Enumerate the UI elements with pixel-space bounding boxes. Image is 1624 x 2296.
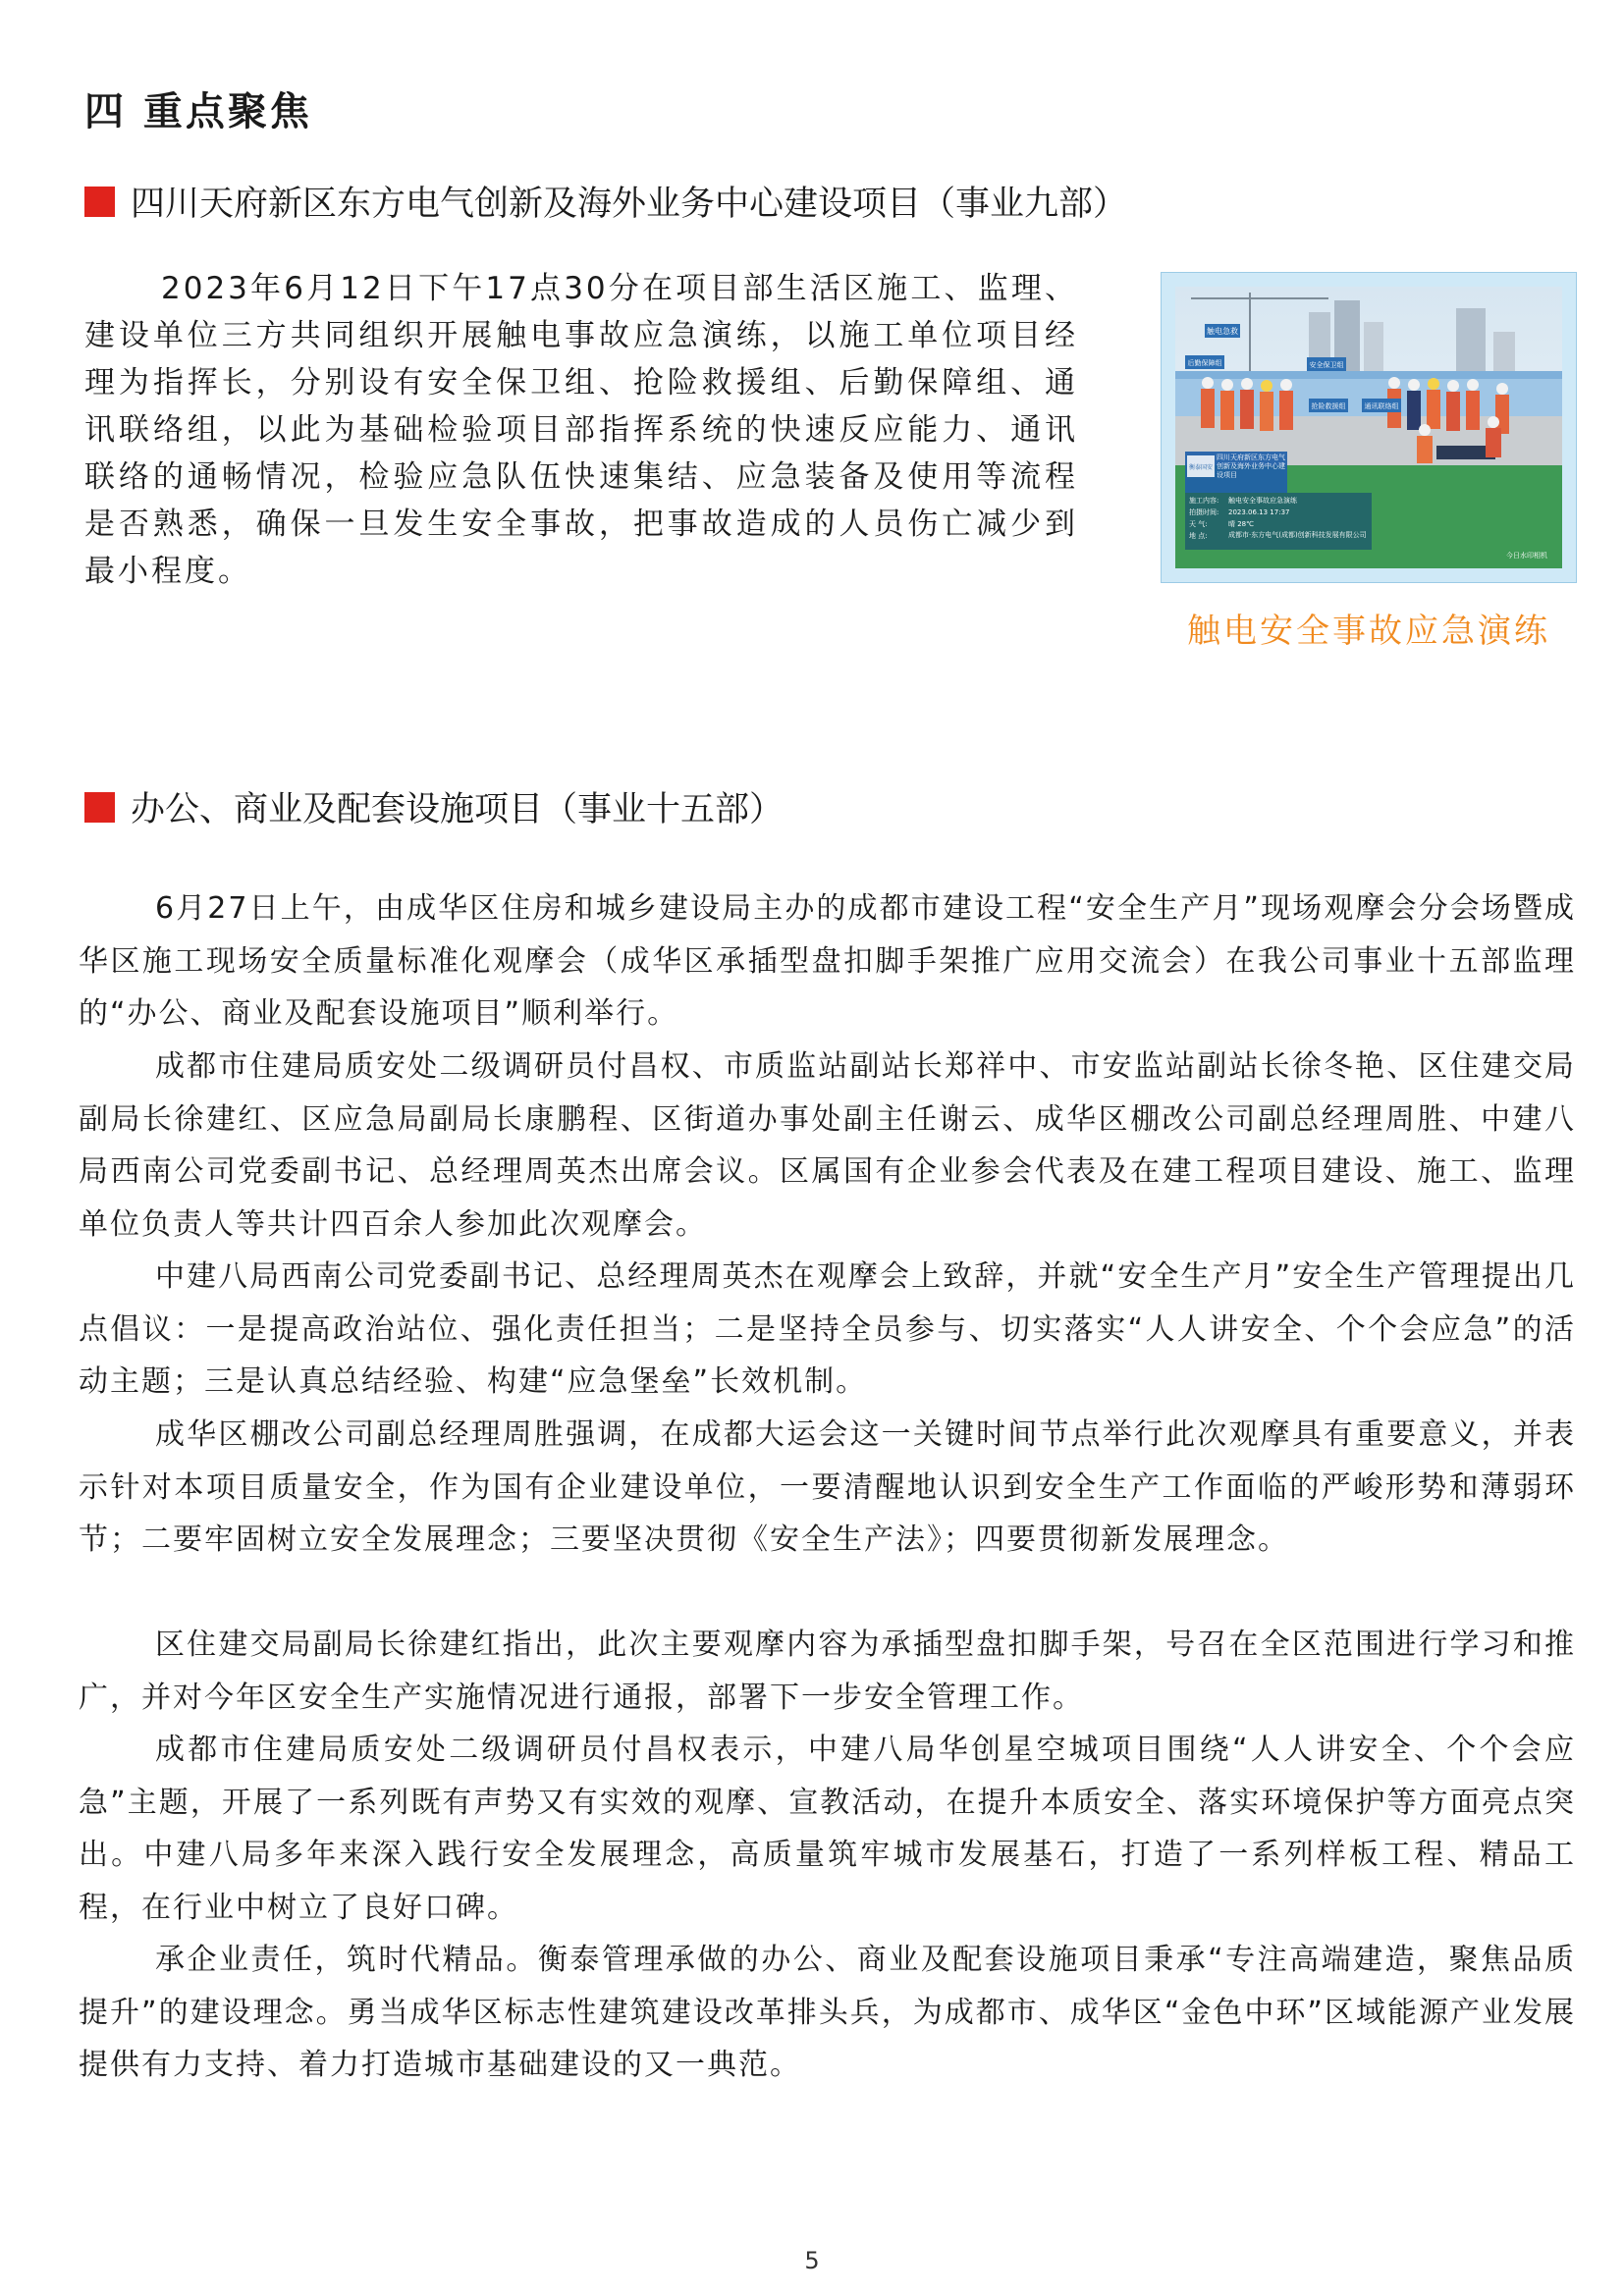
- bullet-square-icon: [84, 187, 115, 217]
- section-heading: 四 重点聚焦: [84, 89, 312, 134]
- article2-paragraph: 承企业责任，筑时代精品。衡泰管理承做的办公、商业及配套设施项目秉承“专注高端建造，聚焦品质提升”的建设理念。勇当成华区标志性建筑建设改革排头兵，为成都市、成华区“金色中环”区域能源产业发展提供有力支持、着力打造城市基础建设的又一典范。: [79, 1943, 1576, 2082]
- watermark-row-value: 2023.06.13 17:37: [1228, 508, 1290, 516]
- article2-heading: [84, 782, 784, 831]
- page-number: 5: [804, 2247, 820, 2274]
- article1-heading-text: 四川天府新区东方电气创新及海外业务中心建设项目（事业九部）: [131, 185, 1128, 224]
- watermark-row-value: 成都市·东方电气(成都)创新科技发展有限公司: [1228, 531, 1367, 539]
- sign-label: 触电急救: [1207, 327, 1238, 336]
- sign-label: 抢险救援组: [1311, 402, 1346, 410]
- watermark-logo: 衡泰国安: [1188, 464, 1214, 471]
- article2-paragraph: 成华区棚改公司副总经理周胜强调，在成都大运会这一关键时间节点举行此次观摩具有重要意义，并表示针对本项目质量安全，作为国有企业建设单位，一要清醒地认识到安全生产工作面临的严峻形势和薄弱环节；二要牢固树立安全发展理念；三要坚决贯彻《安全生产法》；四要贯彻新发展理念。: [79, 1417, 1576, 1557]
- watermark-row-label: 地 点:: [1189, 532, 1208, 540]
- photo-caption: 触电安全事故应急演练: [1187, 612, 1550, 651]
- bullet-square-icon: [84, 792, 115, 823]
- article1-heading: [84, 177, 1127, 226]
- article2-paragraph: 6月27日上午，由成华区住房和城乡建设局主办的成都市建设工程“安全生产月”现场观摩会分会场暨成华区施工现场安全质量标准化观摩会（成华区承插型盘扣脚手架推广应用交流会）在我公司事业十五部监理的“办公、商业及配套设施项目”顺利举行。: [79, 891, 1576, 1031]
- watermark-row-label: 拍摄时间:: [1189, 508, 1219, 516]
- watermark-row-value: 晴 28℃: [1228, 520, 1254, 528]
- watermark-row-value: 触电安全事故应急演练: [1228, 497, 1297, 505]
- photo-frame: [1161, 272, 1577, 583]
- emergency-drill-photo: [1162, 273, 1576, 582]
- article2-heading-text: 办公、商业及配套设施项目（事业十五部）: [131, 790, 785, 829]
- article1-paragraph: 2023年6月12日下午17点30分在项目部生活区施工、监理、建设单位三方共同组织开展触电事故应急演练，以施工单位项目经理为指挥长，分别设有安全保卫组、抢险救援组、后勤保障组、通讯联络组，以此为基础检验项目部指挥系统的快速反应能力、通讯联络的通畅情况，检验应急队伍快速集结、应急装备及使用等流程是否熟悉，确保一旦发生安全事故，把事故造成的人员伤亡减少到最小程度。: [84, 271, 1078, 589]
- watermark-title: 四川天府新区东方电气创新及海外业务中心建设项目: [1217, 454, 1285, 479]
- article2-paragraph: 中建八局西南公司党委副书记、总经理周英杰在观摩会上致辞，并就“安全生产月”安全生产管理提出几点倡议：一是提高政治站位、强化责任担当；二是坚持全员参与、切实落实“人人讲安全、个个会应急”的活动主题；三是认真总结经验、构建“应急堡垒”长效机制。: [79, 1259, 1576, 1399]
- corner-mark: 今日水印相机: [1506, 552, 1547, 560]
- article2-paragraph: 成都市住建局质安处二级调研员付昌权、市质监站副站长郑祥中、市安监站副站长徐冬艳、区住建交局副局长徐建红、区应急局副局长康鹏程、区街道办事处副主任谢云、成华区棚改公司副总经理周胜、中建八局西南公司党委副书记、总经理周英杰出席会议。区属国有企业参会代表及在建工程项目建设、施工、监理单位负责人等共计四百余人参加此次观摩会。: [79, 1049, 1576, 1242]
- watermark-row-label: 施工内容:: [1189, 497, 1219, 505]
- article2-paragraph: 区住建交局副局长徐建红指出，此次主要观摩内容为承插型盘扣脚手架，号召在全区范围进行学习和推广，并对今年区安全生产实施情况进行通报，部署下一步安全管理工作。: [79, 1628, 1576, 1715]
- watermark-row-label: 天 气:: [1189, 520, 1208, 528]
- sign-label: 后勤保障组: [1187, 359, 1222, 367]
- article2-paragraph: 成都市住建局质安处二级调研员付昌权表示，中建八局华创星空城项目围绕“人人讲安全、个个会应急”主题，开展了一系列既有声势又有实效的观摩、宣教活动，在提升本质安全、落实环境保护等方面亮点突出。中建八局多年来深入践行安全发展理念，高质量筑牢城市发展基石，打造了一系列样板工程、精品工程，在行业中树立了良好口碑。: [79, 1733, 1576, 1925]
- sign-label: 通讯联络组: [1364, 402, 1399, 410]
- sign-label: 安全保卫组: [1309, 361, 1344, 369]
